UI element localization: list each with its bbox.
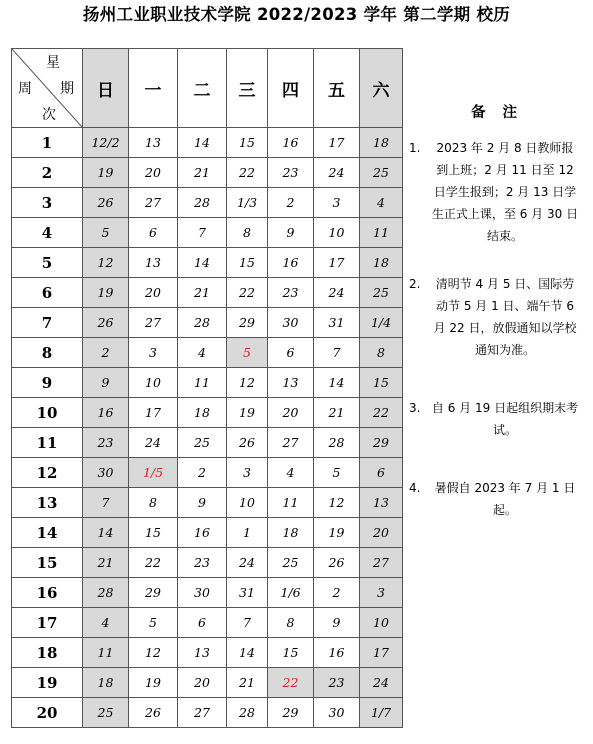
day-cell: 4 [360,188,403,218]
day-cell: 6 [129,218,178,248]
week-number: 11 [12,428,83,458]
week-number: 20 [12,698,83,728]
day-cell: 4 [268,458,314,488]
day-cell: 25 [360,278,403,308]
day-cell: 21 [314,398,360,428]
day-cell: 14 [83,518,129,548]
day-cell: 13 [129,128,178,158]
week-number: 17 [12,608,83,638]
day-cell: 15 [268,638,314,668]
day-cell: 12 [314,488,360,518]
day-cell: 13 [268,368,314,398]
day-cell: 28 [178,188,227,218]
day-cell: 15 [360,368,403,398]
day-cell: 7 [83,488,129,518]
day-cell: 29 [268,698,314,728]
day-cell: 27 [129,308,178,338]
day-cell: 14 [314,368,360,398]
week-number: 9 [12,368,83,398]
day-cell: 17 [360,638,403,668]
day-cell: 3 [314,188,360,218]
day-cell: 5 [129,608,178,638]
day-cell: 1/5 [129,458,178,488]
day-cell: 20 [268,398,314,428]
weekday-header-sat: 六 [360,49,403,128]
day-cell: 20 [129,278,178,308]
weekday-header-tue: 二 [178,49,227,128]
day-cell: 12 [227,368,268,398]
weekday-header-mon: 一 [129,49,178,128]
corner-label-zhou: 周 [18,81,32,97]
day-cell: 21 [227,668,268,698]
day-cell: 16 [178,518,227,548]
day-cell: 9 [178,488,227,518]
day-cell: 29 [360,428,403,458]
day-cell: 23 [268,278,314,308]
day-cell: 25 [178,428,227,458]
day-cell: 11 [268,488,314,518]
day-cell: 30 [178,578,227,608]
day-cell: 3 [227,458,268,488]
week-number: 19 [12,668,83,698]
day-cell: 22 [129,548,178,578]
week-number: 2 [12,158,83,188]
day-cell: 16 [268,248,314,278]
day-cell: 25 [268,548,314,578]
day-cell: 12 [83,248,129,278]
day-cell: 27 [360,548,403,578]
calendar-table [11,48,591,728]
weekday-header-wed: 三 [227,49,268,128]
day-cell: 26 [314,548,360,578]
day-cell: 17 [314,248,360,278]
day-cell: 1/7 [360,698,403,728]
week-number: 7 [12,308,83,338]
day-cell: 22 [360,398,403,428]
day-cell: 5 [227,338,268,368]
week-number: 15 [12,548,83,578]
day-cell: 24 [227,548,268,578]
day-cell: 10 [314,218,360,248]
day-cell: 4 [178,338,227,368]
day-cell: 28 [178,308,227,338]
day-cell: 1 [227,518,268,548]
day-cell: 18 [360,248,403,278]
day-cell: 14 [178,248,227,278]
day-cell: 1/6 [268,578,314,608]
day-cell: 31 [314,308,360,338]
day-cell: 3 [360,578,403,608]
week-number: 6 [12,278,83,308]
day-cell: 11 [178,368,227,398]
day-cell: 2 [178,458,227,488]
day-cell: 22 [227,278,268,308]
notes-title: 备 注 [470,104,524,121]
day-cell: 9 [314,608,360,638]
day-cell: 8 [360,338,403,368]
day-cell: 15 [129,518,178,548]
notes-panel [403,49,592,728]
day-cell: 10 [227,488,268,518]
day-cell: 27 [178,698,227,728]
day-cell: 28 [314,428,360,458]
day-cell: 7 [314,338,360,368]
day-cell: 14 [178,128,227,158]
day-cell: 1/3 [227,188,268,218]
day-cell: 15 [227,248,268,278]
corner-header [12,49,83,128]
week-number: 5 [12,248,83,278]
day-cell: 19 [227,398,268,428]
week-number: 16 [12,578,83,608]
day-cell: 13 [360,488,403,518]
day-cell: 4 [83,608,129,638]
day-cell: 24 [129,428,178,458]
day-cell: 18 [360,128,403,158]
day-cell: 26 [83,188,129,218]
day-cell: 16 [268,128,314,158]
week-number: 1 [12,128,83,158]
day-cell: 8 [129,488,178,518]
week-number: 3 [12,188,83,218]
day-cell: 17 [314,128,360,158]
day-cell: 13 [129,248,178,278]
day-cell: 23 [178,548,227,578]
day-cell: 17 [129,398,178,428]
day-cell: 5 [83,218,129,248]
day-cell: 28 [83,578,129,608]
corner-label-xing: 星 [46,55,60,71]
week-number: 18 [12,638,83,668]
note-3: 3. 自 6 月 19 日起组织期末考试。 [409,400,579,437]
week-number: 13 [12,488,83,518]
header-row [12,49,592,128]
day-cell: 23 [83,428,129,458]
note-2: 2. 清明节 4 月 5 日、国际劳动节 5 月 1 日、端午节 6 月 22 日，放假通知以学校通知为准。 [409,276,577,357]
day-cell: 8 [227,218,268,248]
day-cell: 20 [129,158,178,188]
day-cell: 11 [83,638,129,668]
day-cell: 26 [129,698,178,728]
weekday-header-sun: 日 [83,49,129,128]
day-cell: 20 [178,668,227,698]
day-cell: 24 [314,278,360,308]
day-cell: 19 [83,158,129,188]
day-cell: 12 [129,638,178,668]
page-title: 扬州工业职业技术学院 2022/2023 学年 第二学期 校历 [82,5,511,24]
day-cell: 6 [178,608,227,638]
week-number: 12 [12,458,83,488]
weekday-header-fri: 五 [314,49,360,128]
day-cell: 27 [268,428,314,458]
corner-label-ci: 次 [42,107,56,123]
day-cell: 22 [227,158,268,188]
day-cell: 28 [227,698,268,728]
day-cell: 30 [83,458,129,488]
day-cell: 2 [268,188,314,218]
day-cell: 3 [129,338,178,368]
weekday-header-thu: 四 [268,49,314,128]
day-cell: 7 [227,608,268,638]
day-cell: 24 [314,158,360,188]
day-cell: 5 [314,458,360,488]
day-cell: 10 [129,368,178,398]
day-cell: 9 [268,218,314,248]
day-cell: 18 [178,398,227,428]
week-number: 10 [12,398,83,428]
day-cell: 21 [178,278,227,308]
day-cell: 2 [83,338,129,368]
day-cell: 18 [268,518,314,548]
day-cell: 21 [178,158,227,188]
week-number: 4 [12,218,83,248]
day-cell: 27 [129,188,178,218]
day-cell: 10 [360,608,403,638]
day-cell: 22 [268,668,314,698]
day-cell: 29 [129,578,178,608]
note-1: 1. 2023 年 2 月 8 日教师报到上班；2 月 11 日至 12 日学生报到；2 月 13 日学生正式上课，至 6 月 30 日结束。 [409,140,579,243]
corner-label-qi: 期 [60,81,74,97]
day-cell: 16 [83,398,129,428]
day-cell: 21 [83,548,129,578]
day-cell: 26 [83,308,129,338]
day-cell: 8 [268,608,314,638]
note-4: 4. 暑假自 2023 年 7 月 1 日起。 [409,480,576,517]
day-cell: 24 [360,668,403,698]
day-cell: 26 [227,428,268,458]
day-cell: 14 [227,638,268,668]
week-number: 8 [12,338,83,368]
day-cell: 31 [227,578,268,608]
day-cell: 18 [83,668,129,698]
day-cell: 23 [268,158,314,188]
week-number: 14 [12,518,83,548]
day-cell: 7 [178,218,227,248]
day-cell: 19 [314,518,360,548]
day-cell: 19 [83,278,129,308]
day-cell: 29 [227,308,268,338]
day-cell: 15 [227,128,268,158]
day-cell: 25 [360,158,403,188]
day-cell: 16 [314,638,360,668]
day-cell: 30 [268,308,314,338]
day-cell: 13 [178,638,227,668]
day-cell: 1/4 [360,308,403,338]
day-cell: 6 [360,458,403,488]
day-cell: 25 [83,698,129,728]
day-cell: 11 [360,218,403,248]
day-cell: 2 [314,578,360,608]
day-cell: 23 [314,668,360,698]
day-cell: 19 [129,668,178,698]
day-cell: 20 [360,518,403,548]
day-cell: 30 [314,698,360,728]
day-cell: 9 [83,368,129,398]
day-cell: 6 [268,338,314,368]
day-cell: 12/2 [83,128,129,158]
